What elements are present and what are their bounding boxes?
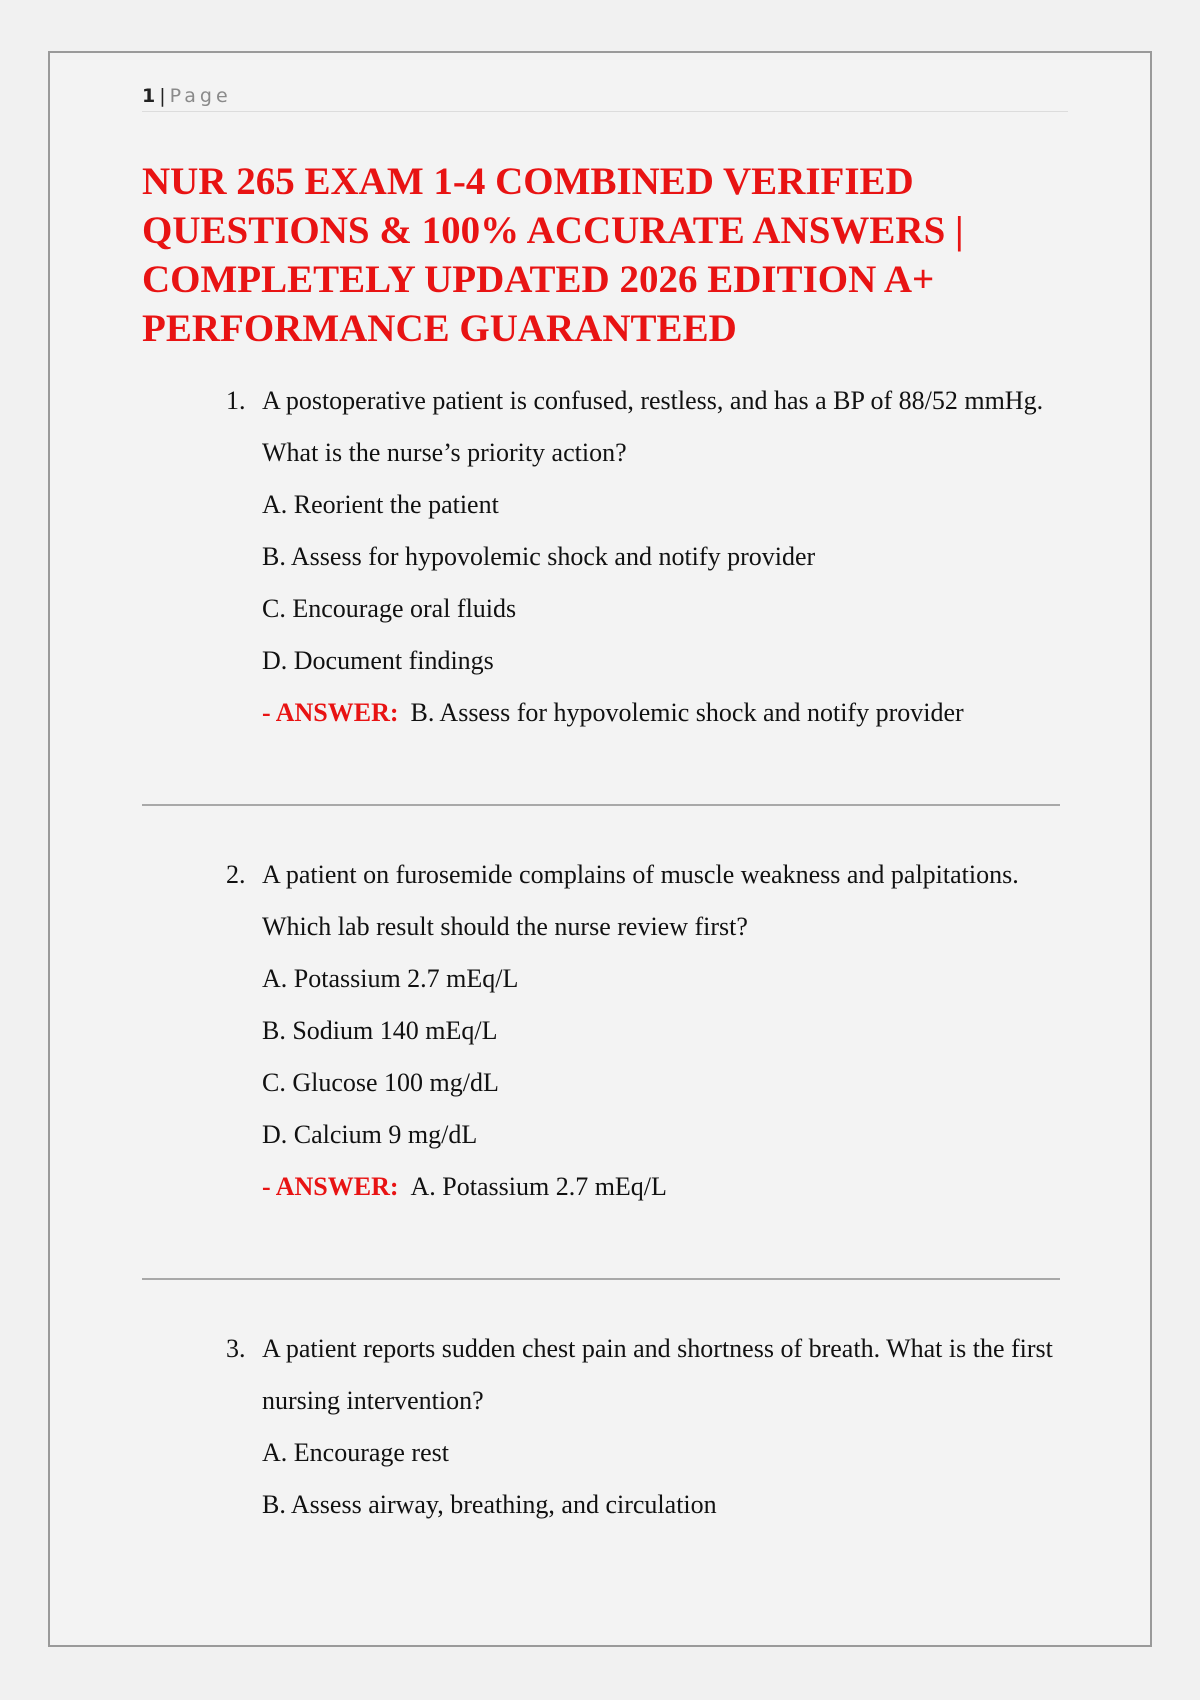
document-title: NUR 265 EXAM 1-4 COMBINED VERIFIED QUESTIONS & 100% ACCURATE ANSWERS | COMPLETELY UPDATED 2026 EDITION A+ PERFORMANCE GUARANTEED (142, 160, 964, 350)
option-c: C. Encourage oral fluids (262, 594, 517, 623)
question-number: 3. (226, 1334, 246, 1363)
option-a: A. Reorient the patient (262, 490, 499, 519)
option-b: B. Assess for hypovolemic shock and notify provider (262, 542, 816, 571)
question-divider (142, 804, 1060, 806)
answer-line (262, 1161, 667, 1213)
answer-label: - ANSWER: (262, 1172, 399, 1201)
option-c: C. Glucose 100 mg/dL (262, 1068, 499, 1097)
question-text-line-1: A patient reports sudden chest pain and shortness of breath. What is the first (262, 1334, 1053, 1363)
answer-text: B. Assess for hypovolemic shock and notify provider (410, 698, 964, 727)
page-label: Page (169, 85, 232, 107)
question-number: 1. (226, 386, 246, 415)
question-divider (142, 1278, 1060, 1280)
answer-text: A. Potassium 2.7 mEq/L (410, 1172, 667, 1201)
question-text-line-1: A postoperative patient is confused, restless, and has a BP of 88/52 mmHg. (262, 386, 1044, 415)
question-text-line-2: Which lab result should the nurse review first? (262, 912, 748, 941)
question-number: 2. (226, 860, 246, 889)
question-text-line-1: A patient on furosemide complains of muscle weakness and palpitations. (262, 860, 1019, 889)
option-b: B. Assess airway, breathing, and circulation (262, 1490, 717, 1519)
header-separator: | (159, 85, 166, 107)
question-text-line-2: What is the nurse’s priority action? (262, 438, 627, 467)
page-header (142, 81, 1068, 112)
page-number: 1 (142, 85, 156, 107)
answer-label: - ANSWER: (262, 698, 399, 727)
option-a: A. Encourage rest (262, 1438, 449, 1467)
answer-line (262, 687, 964, 739)
option-a: A. Potassium 2.7 mEq/L (262, 964, 519, 993)
option-b: B. Sodium 140 mEq/L (262, 1016, 498, 1045)
option-d: D. Document findings (262, 646, 494, 675)
document-page (48, 51, 1152, 1647)
option-d: D. Calcium 9 mg/dL (262, 1120, 478, 1149)
question-text-line-2: nursing intervention? (262, 1386, 484, 1415)
